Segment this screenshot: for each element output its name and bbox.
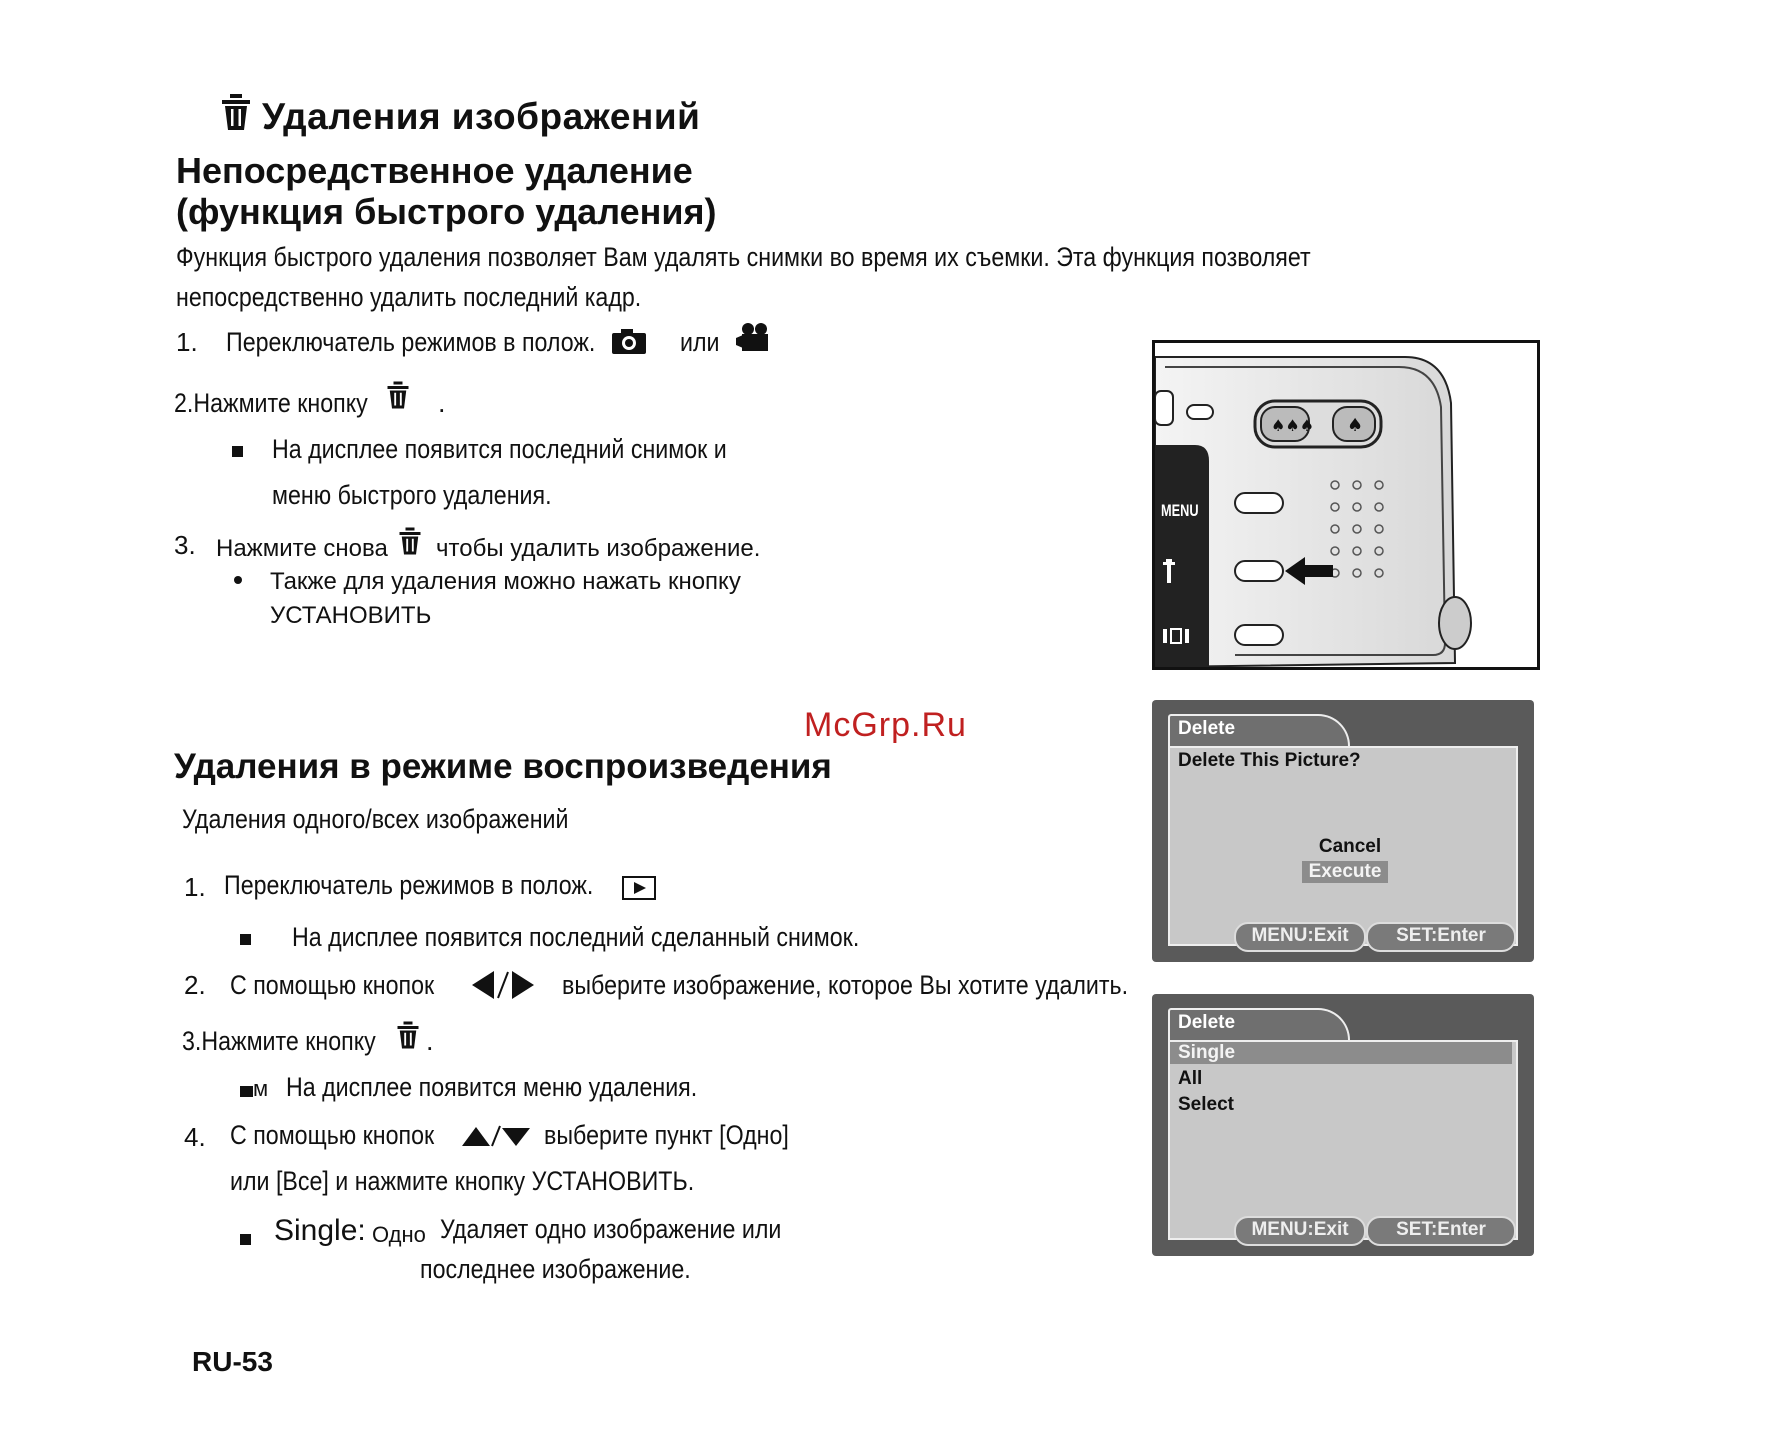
option-single[interactable]: Single — [1170, 1042, 1512, 1064]
playback-section-title: Удаления в режиме воспроизведения — [174, 747, 832, 786]
watermark: McGrp.Ru — [804, 706, 967, 744]
pb-step1-num: 1. — [184, 872, 206, 902]
pb-step2-num: 2. — [184, 970, 206, 1000]
bullet-square — [240, 1234, 251, 1245]
single-label-ru: Одно — [372, 1222, 426, 1247]
tab-delete[interactable]: Delete — [1168, 1008, 1350, 1040]
svg-text:♠♠♠: ♠♠♠ — [1271, 416, 1315, 435]
svg-text:♠: ♠ — [1347, 415, 1364, 436]
qd-step1-text: Переключатель режимов в полож. — [226, 327, 596, 357]
single-label: Single: — [274, 1214, 366, 1247]
section-title-line1: Непосредственное удаление — [176, 150, 693, 191]
pb-step4-bullet-line2: последнее изображение. — [420, 1254, 691, 1284]
qd-step2-text: 2.Нажмите кнопку — [174, 388, 368, 418]
option-all[interactable]: All — [1178, 1068, 1203, 1089]
pb-step1-text: Переключатель режимов в полож. — [224, 870, 594, 900]
footer-menu-exit: MENU:Exit — [1234, 922, 1366, 952]
section-title-line2: (функция быстрого удаления) — [176, 191, 717, 232]
qd-step2-bullet-line1: На дисплее появится последний снимок и — [272, 434, 727, 464]
footer-set-enter: SET:Enter — [1366, 1216, 1516, 1246]
pb-step4-text-b: выберите пункт [Одно] — [544, 1120, 789, 1150]
pb-step4-text-a: С помощью кнопок — [230, 1120, 435, 1150]
footer-menu-exit: MENU:Exit — [1234, 1216, 1366, 1246]
pb-step1-bullet: На дисплее появится последний сделанный снимок. — [292, 922, 860, 952]
lcd-screen — [1168, 1040, 1518, 1240]
option-select[interactable]: Select — [1178, 1094, 1234, 1115]
intro-line-1: Функция быстрого удаления позволяет Вам удалять снимки во время их съемки. Эта функция позволяет — [176, 242, 1311, 272]
left-right-arrows-icon[interactable] — [470, 968, 536, 1002]
trash-icon — [398, 526, 422, 556]
bullet-dot — [234, 576, 242, 584]
playback-subtitle: Удаления одного/всех изображений — [182, 804, 569, 834]
video-camera-icon — [736, 322, 770, 352]
option-execute[interactable]: Execute — [1302, 861, 1388, 883]
camera-back-illustration — [1152, 340, 1540, 670]
footer-set-enter: SET:Enter — [1366, 922, 1516, 952]
menu-button-label: MENU — [1161, 501, 1199, 520]
delete-menu-screen — [1152, 994, 1534, 1256]
pb-step3-bullet-mark: м — [253, 1076, 269, 1101]
trash-icon — [396, 1020, 420, 1050]
page-title: Удаления изображений — [262, 96, 701, 137]
pb-step3-bullet: На дисплее появится меню удаления. — [286, 1072, 698, 1102]
pb-step2-text-a: С помощью кнопок — [230, 970, 435, 1000]
trash-icon — [220, 92, 252, 132]
qd-step2-end: . — [438, 388, 446, 418]
page-number: RU-53 — [192, 1346, 273, 1377]
pb-step4-bullet-line1: Удаляет одно изображение или — [440, 1214, 782, 1244]
qd-step2-bullet-line2: меню быстрого удаления. — [272, 480, 552, 510]
pb-step4-num: 4. — [184, 1122, 206, 1152]
qd-step3-text-b: чтобы удалить изображение. — [436, 535, 761, 562]
pb-step3-text: 3.Нажмите кнопку — [182, 1026, 376, 1056]
option-cancel[interactable]: Cancel — [1318, 836, 1382, 857]
pb-step3-end: . — [426, 1026, 434, 1056]
qd-step3-num: 3. — [174, 530, 196, 560]
trash-icon — [386, 380, 410, 410]
qd-step3-bullet-line2: УСТАНОВИТЬ — [270, 602, 432, 629]
bullet-square — [240, 1086, 253, 1097]
intro-line-2: непосредственно удалить последний кадр. — [176, 282, 642, 312]
qd-step1-num: 1. — [176, 327, 198, 357]
delete-confirm-screen — [1152, 700, 1534, 962]
camera-icon — [612, 328, 646, 354]
bullet-square — [232, 446, 243, 457]
qd-step1-or: или — [680, 327, 720, 357]
delete-prompt: Delete This Picture? — [1178, 750, 1361, 771]
pb-step2-text-b: выберите изображение, которое Вы хотите удалить. — [562, 970, 1129, 1000]
playback-icon — [622, 876, 656, 900]
qd-step3-bullet-line1: Также для удаления можно нажать кнопку — [270, 568, 741, 595]
up-down-arrows-icon[interactable] — [460, 1124, 532, 1148]
qd-step3-text-a: Нажмите снова — [216, 535, 388, 562]
bullet-square — [240, 934, 251, 945]
pb-step4-line2: или [Все] и нажмите кнопку УСТАНОВИТЬ. — [230, 1166, 695, 1196]
tab-delete[interactable]: Delete — [1168, 714, 1350, 746]
